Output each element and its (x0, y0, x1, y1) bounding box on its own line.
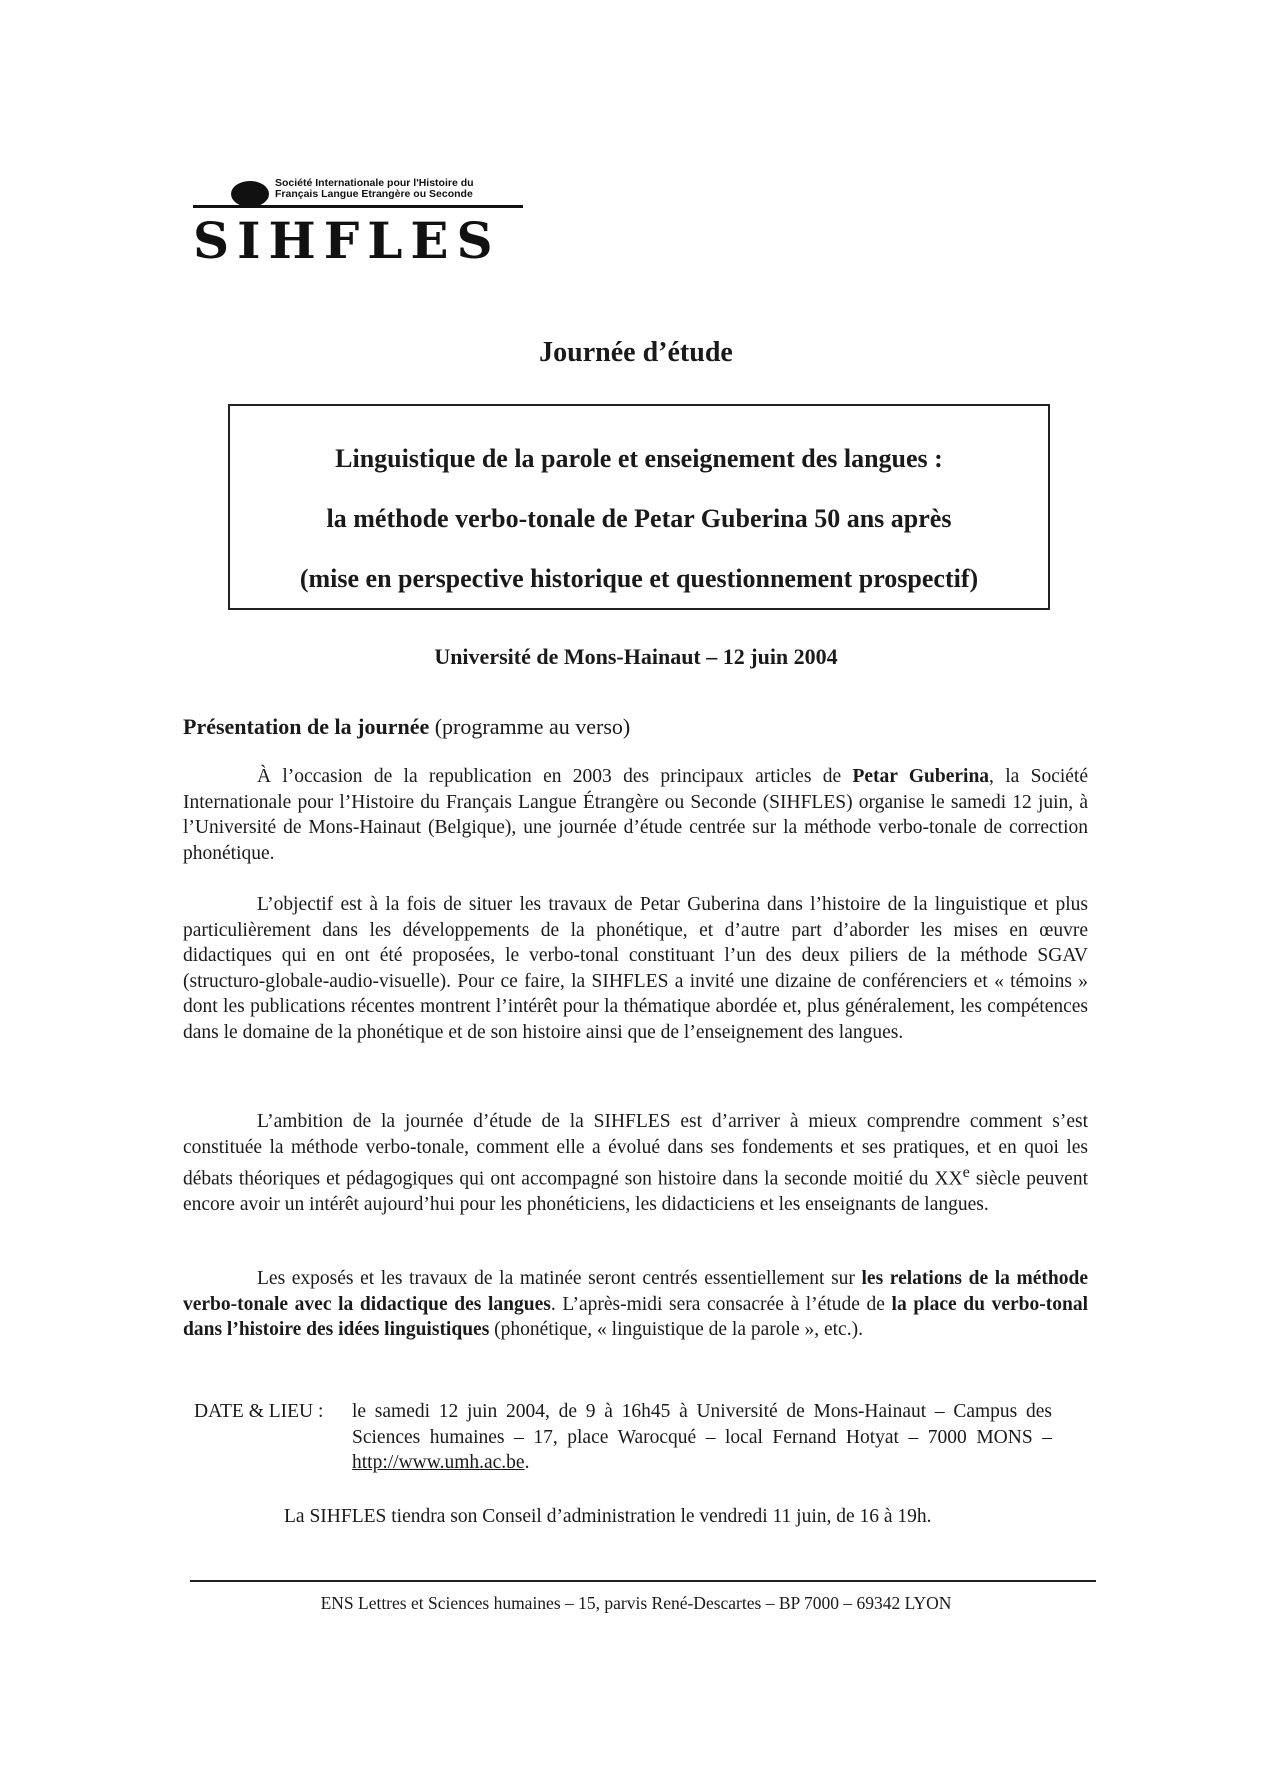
paragraph-4 (183, 1266, 1088, 1343)
paragraph-1 (183, 764, 1088, 866)
section-heading-note: (programme au verso) (429, 714, 631, 739)
date-lieu-label: DATE & LIEU : (194, 1401, 324, 1422)
title-line-1: Linguistique de la parole et enseignement des langues : (335, 444, 943, 473)
p4-text-c: . L’après-midi sera consacrée à l’étude de (550, 1293, 892, 1315)
footer-address: ENS Lettres et Sciences humaines – 15, parvis René-Descartes – BP 7000 – 69342 LYON (320, 1593, 952, 1613)
p3-text-b: siècle peuvent encore avoir un intérêt aujourd’hui pour les phonéticiens, les didacticiens et les enseignants de langues. (183, 1168, 1088, 1215)
logo-subtitle-line1: Société Internationale pour l'Histoire du (275, 177, 474, 189)
p3-superscript: e (962, 1163, 970, 1181)
logo-subtitle (275, 178, 523, 200)
p1-text-a: À l’occasion de la republication en 2003 des principaux articles de (257, 766, 853, 787)
p4-bold-d: la place du verbo-tonal dans l’histoire des idées linguistiques (183, 1293, 1088, 1340)
council-note: La SIHFLES tiendra son Conseil d’administration le vendredi 11 juin, de 16 à 19h. (284, 1506, 932, 1527)
event-place-date: Université de Mons-Hainaut – 12 juin 2004 (434, 644, 838, 669)
p2-text: L’objectif est à la fois de situer les travaux de Petar Guberina dans l’histoire de la linguistique et plus particulièrement dans les développements de la phonétique, et d’autre part d’aborder les mises en œuvre didactiques qui en ont été proposées, le verbo-tonal constituant l’un des deux piliers de la méthode SGAV (structuro-globale-audio-visuelle). Pour ce faire, la SIHFLES a invité une dizaine de conférenciers et « témoins » dont les publications récentes montrent l’intérêt pour la thématique abordée et, plus généralement, les compétences dans le domaine de la phonétique et de son histoire ainsi que de l’enseignement des langues. (183, 894, 1088, 1043)
logo-rule (193, 205, 523, 208)
p1-text-c: , la Société Internationale pour l’Histoire du Français Langue Étrangère ou Seconde (SIHFLES) organise le samedi 12 juin, à l’Université de Mons-Hainaut (Belgique), une journée d’étude centrée sur la méthode verbo-tonale de correction phonétique. (183, 766, 1089, 864)
p3-text-a: L’ambition de la journée d’étude de la SIHFLES est d’arriver à mieux comprendre comment s’est constituée la méthode verbo-tonale, comment elle a évolué dans ses fondements et ses pratiques, et en quoi les débats théoriques et pédagogiques qui ont accompagné son histoire dans la seconde moitié du XX (183, 1111, 1088, 1190)
title-line-3: (mise en perspective historique et questionnement prospectif) (299, 564, 979, 593)
p1-name-bold: Petar Guberina (852, 766, 990, 787)
paragraph-3 (183, 1109, 1088, 1218)
date-lieu-end: . (524, 1452, 530, 1473)
title-box (228, 404, 1050, 610)
date-lieu-description: le samedi 12 juin 2004, de 9 à 16h45 à Université de Mons-Hainaut – Campus des Sciences humaines – 17, place Warocqué – local Fernand Hotyat – 7000 MONS – (352, 1401, 1052, 1448)
title-line-2: la méthode verbo-tonale de Petar Guberina 50 ans après (326, 504, 952, 533)
p4-text-a: Les exposés et les travaux de la matinée seront centrés essentiellement sur (257, 1268, 862, 1289)
logo-name: SIHFLES (193, 211, 501, 270)
logo-subtitle-line2: Français Langue Etrangère ou Seconde (275, 188, 473, 200)
section-heading-bold: Présentation de la journée (183, 714, 430, 739)
logo-dot (231, 181, 269, 207)
p4-bold-b: les relations de la méthode verbo-tonale avec la didactique des langues (183, 1268, 1088, 1315)
sihfles-logo (193, 175, 523, 275)
p4-text-e: (phonétique, « linguistique de la parole », etc.). (489, 1319, 863, 1340)
date-lieu-text (352, 1399, 1052, 1476)
page-heading: Journée d’étude (539, 337, 733, 368)
umh-website-link[interactable]: http://www.umh.ac.be (352, 1452, 525, 1473)
footer-rule (190, 1580, 1096, 1582)
paragraph-2 (183, 892, 1088, 1045)
section-heading (183, 714, 630, 740)
